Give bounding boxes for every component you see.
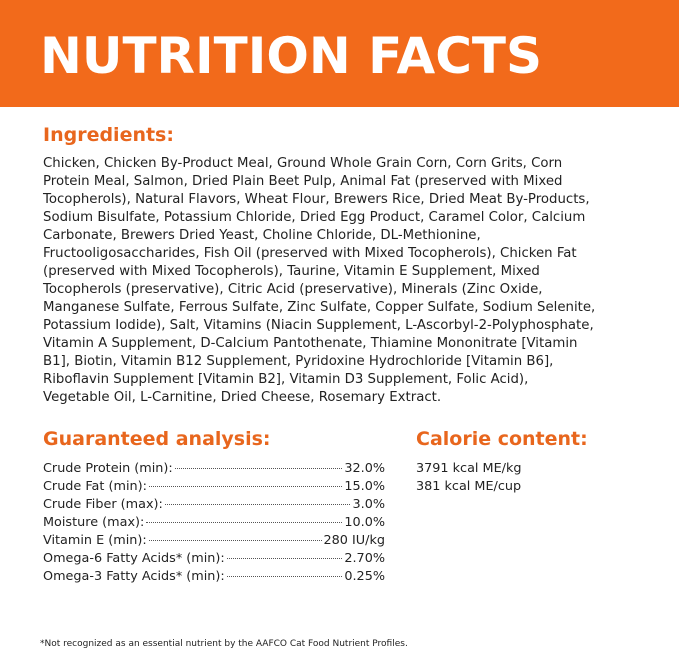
calorie-content-list bbox=[416, 460, 522, 496]
dot-leader bbox=[149, 532, 322, 541]
ingredients-line: Riboflavin Supplement [Vitamin B2], Vitamin D3 Supplement, Folic Acid), bbox=[43, 372, 529, 387]
ingredients-text bbox=[43, 155, 633, 407]
analysis-label: Omega-3 Fatty Acids* (min): bbox=[43, 569, 225, 584]
ingredients-line: B1], Biotin, Vitamin B12 Supplement, Pyridoxine Hydrochloride [Vitamin B6], bbox=[43, 354, 554, 369]
dot-leader bbox=[227, 550, 343, 559]
calorie-content-heading: Calorie content: bbox=[416, 428, 588, 450]
analysis-row bbox=[43, 514, 385, 532]
analysis-value: 32.0% bbox=[344, 461, 385, 476]
dot-leader bbox=[146, 514, 342, 523]
analysis-label: Crude Protein (min): bbox=[43, 461, 173, 476]
analysis-label: Vitamin E (min): bbox=[43, 533, 147, 548]
guaranteed-analysis-table bbox=[43, 460, 385, 586]
calorie-item: 3791 kcal ME/kg bbox=[416, 461, 522, 476]
ingredients-line: Manganese Sulfate, Ferrous Sulfate, Zinc Sulfate, Copper Sulfate, Sodium Selenite, bbox=[43, 300, 596, 315]
analysis-value: 0.25% bbox=[344, 569, 385, 584]
analysis-row bbox=[43, 532, 385, 550]
guaranteed-analysis-heading: Guaranteed analysis: bbox=[43, 428, 271, 450]
dot-leader bbox=[227, 568, 343, 577]
ingredients-line: Fructooligosaccharides, Fish Oil (preserved with Mixed Tocopherols), Chicken Fat bbox=[43, 246, 577, 261]
ingredients-line: (preserved with Mixed Tocopherols), Taurine, Vitamin E Supplement, Mixed bbox=[43, 264, 540, 279]
ingredients-line: Chicken, Chicken By-Product Meal, Ground Whole Grain Corn, Corn Grits, Corn bbox=[43, 156, 563, 171]
analysis-row bbox=[43, 550, 385, 568]
ingredients-line: Potassium Iodide), Salt, Vitamins (Niacin Supplement, L-Ascorbyl-2-Polyphosphate, bbox=[43, 318, 594, 333]
ingredients-line: Tocopherols (preservative), Citric Acid (preservative), Minerals (Zinc Oxide, bbox=[43, 282, 543, 297]
dot-leader bbox=[149, 478, 342, 487]
analysis-row bbox=[43, 496, 385, 514]
analysis-value: 3.0% bbox=[352, 497, 385, 512]
header-banner bbox=[0, 0, 679, 107]
analysis-row bbox=[43, 568, 385, 586]
ingredients-line: Vitamin A Supplement, D-Calcium Pantothenate, Thiamine Mononitrate [Vitamin bbox=[43, 336, 578, 351]
footnote: *Not recognized as an essential nutrient by the AAFCO Cat Food Nutrient Profiles. bbox=[40, 639, 408, 649]
ingredients-line: Sodium Bisulfate, Potassium Chloride, Dried Egg Product, Caramel Color, Calcium bbox=[43, 210, 586, 225]
ingredients-line: Protein Meal, Salmon, Dried Plain Beet Pulp, Animal Fat (preserved with Mixed bbox=[43, 174, 563, 189]
analysis-value: 10.0% bbox=[344, 515, 385, 530]
analysis-label: Omega-6 Fatty Acids* (min): bbox=[43, 551, 225, 566]
analysis-value: 280 IU/kg bbox=[323, 533, 385, 548]
analysis-label: Moisture (max): bbox=[43, 515, 145, 530]
calorie-item: 381 kcal ME/cup bbox=[416, 479, 522, 494]
ingredients-line: Carbonate, Brewers Dried Yeast, Choline Chloride, DL-Methionine, bbox=[43, 228, 481, 243]
analysis-label: Crude Fat (min): bbox=[43, 479, 147, 494]
analysis-value: 15.0% bbox=[344, 479, 385, 494]
ingredients-line: Tocopherols), Natural Flavors, Wheat Flour, Brewers Rice, Dried Meat By-Products, bbox=[43, 192, 590, 207]
analysis-row bbox=[43, 460, 385, 478]
dot-leader bbox=[165, 496, 351, 505]
dot-leader bbox=[175, 460, 343, 469]
analysis-row bbox=[43, 478, 385, 496]
ingredients-heading: Ingredients: bbox=[43, 124, 174, 146]
ingredients-line: Vegetable Oil, L-Carnitine, Dried Cheese, Rosemary Extract. bbox=[43, 390, 442, 405]
analysis-value: 2.70% bbox=[344, 551, 385, 566]
page-title: NUTRITION FACTS bbox=[40, 27, 543, 85]
analysis-label: Crude Fiber (max): bbox=[43, 497, 163, 512]
